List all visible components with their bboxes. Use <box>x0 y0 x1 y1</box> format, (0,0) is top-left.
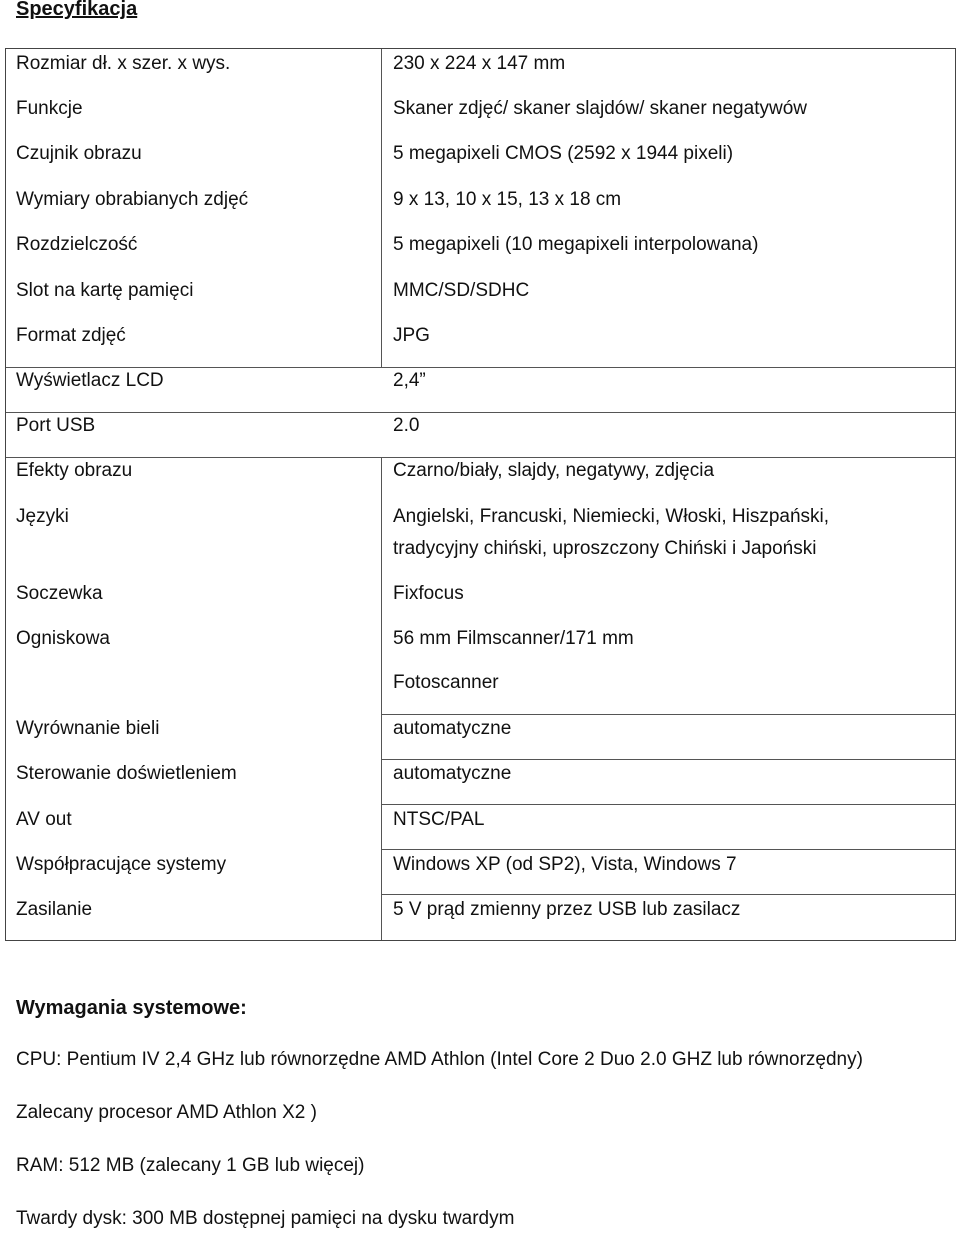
row-divider <box>6 367 955 368</box>
spec-table <box>5 48 956 941</box>
spec-value: 56 mm Filmscanner/171 mm <box>393 628 634 649</box>
spec-value: 2,4” <box>393 370 426 391</box>
requirement-line: Zalecany procesor AMD Athlon X2 ) <box>16 1102 317 1123</box>
spec-label: AV out <box>16 809 72 830</box>
column-divider <box>381 457 382 940</box>
spec-value: 5 megapixeli (10 megapixeli interpolowana) <box>393 234 759 255</box>
spec-value: 5 V prąd zmienny przez USB lub zasilacz <box>393 899 741 920</box>
requirements-title: Wymagania systemowe: <box>16 997 247 1019</box>
spec-value: Windows XP (od SP2), Vista, Windows 7 <box>393 854 737 875</box>
spec-value: automatyczne <box>393 763 512 784</box>
row-divider <box>381 759 955 760</box>
spec-label: Soczewka <box>16 583 103 604</box>
spec-label: Efekty obrazu <box>16 460 133 481</box>
row-divider <box>6 412 955 413</box>
spec-value: 9 x 13, 10 x 15, 13 x 18 cm <box>393 189 622 210</box>
spec-value: Czarno/biały, slajdy, negatywy, zdjęcia <box>393 460 715 481</box>
spec-label: Format zdjęć <box>16 325 126 346</box>
spec-label: Wyświetlacz LCD <box>16 370 164 391</box>
spec-label: Wymiary obrabianych zdjęć <box>16 189 249 210</box>
spec-value: automatyczne <box>393 718 512 739</box>
spec-label: Funkcje <box>16 98 83 119</box>
requirement-line: CPU: Pentium IV 2,4 GHz lub równorzędne AMD Athlon (Intel Core 2 Duo 2.0 GHZ lub równorzędny) <box>16 1049 863 1070</box>
row-divider <box>381 849 955 850</box>
row-divider <box>381 804 955 805</box>
spec-value: Angielski, Francuski, Niemiecki, Włoski, Hiszpański, <box>393 506 830 527</box>
spec-label: Wyrównanie bieli <box>16 718 160 739</box>
spec-label: Języki <box>16 506 69 527</box>
spec-label: Rozmiar dł. x szer. x wys. <box>16 53 231 74</box>
spec-label: Zasilanie <box>16 899 93 920</box>
row-divider <box>6 457 955 458</box>
spec-value: JPG <box>393 325 430 346</box>
requirement-line: Twardy dysk: 300 MB dostępnej pamięci na dysku twardym <box>16 1208 515 1229</box>
spec-value: 2.0 <box>393 415 420 436</box>
spec-label: Ogniskowa <box>16 628 110 649</box>
spec-label: Port USB <box>16 415 96 436</box>
row-divider <box>381 714 955 715</box>
spec-label: Czujnik obrazu <box>16 143 142 164</box>
row-divider <box>381 894 955 895</box>
spec-label: Slot na kartę pamięci <box>16 280 194 301</box>
column-divider <box>381 49 382 367</box>
spec-value: 230 x 224 x 147 mm <box>393 53 566 74</box>
spec-value: MMC/SD/SDHC <box>393 280 530 301</box>
spec-label: Rozdzielczość <box>16 234 138 255</box>
page-heading: Specyfikacja <box>16 0 138 20</box>
spec-label: Sterowanie doświetleniem <box>16 763 237 784</box>
spec-value: NTSC/PAL <box>393 809 485 830</box>
spec-value-continued: Fotoscanner <box>393 672 499 693</box>
spec-label: Współpracujące systemy <box>16 854 227 875</box>
spec-value: Fixfocus <box>393 583 464 604</box>
spec-value-continued: tradycyjny chiński, uproszczony Chiński i Japoński <box>393 538 817 559</box>
requirement-line: RAM: 512 MB (zalecany 1 GB lub więcej) <box>16 1155 365 1176</box>
spec-value: Skaner zdjęć/ skaner slajdów/ skaner negatywów <box>393 98 807 119</box>
spec-value: 5 megapixeli CMOS (2592 x 1944 pixeli) <box>393 143 734 164</box>
